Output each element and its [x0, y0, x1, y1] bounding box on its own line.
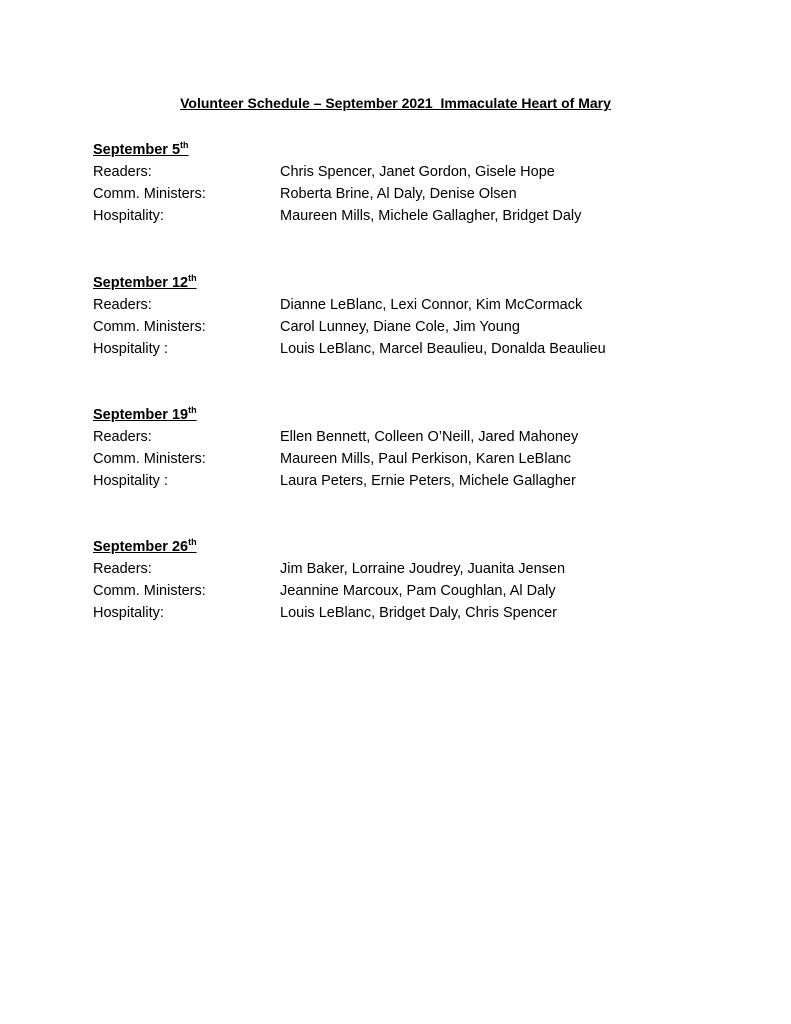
- schedule-row-hospitality: [93, 205, 733, 227]
- volunteer-names: Laura Peters, Ernie Peters, Michele Gallagher: [280, 473, 576, 489]
- schedule-section-sept-19: [93, 405, 733, 492]
- section-date: September 26: [93, 539, 189, 555]
- role-label: Comm. Ministers:: [93, 186, 206, 202]
- role-label: Hospitality:: [93, 605, 164, 621]
- role-label: Hospitality :: [93, 473, 168, 489]
- role-label: Hospitality:: [93, 208, 164, 224]
- date-suffix: th: [180, 140, 189, 150]
- role-label: Readers:: [93, 429, 152, 445]
- volunteer-names: Dianne LeBlanc, Lexi Connor, Kim McCormack: [280, 297, 583, 313]
- date-suffix: th: [188, 537, 197, 547]
- schedule-row-hospitality: [93, 602, 733, 624]
- volunteer-names: Chris Spencer, Janet Gordon, Gisele Hope: [280, 164, 555, 180]
- schedule-row-comm-ministers: [93, 316, 733, 338]
- schedule-row-readers: [93, 161, 733, 183]
- date-suffix: th: [188, 405, 197, 415]
- document-title: Volunteer Schedule – September 2021 Immaculate Heart of Mary: [180, 95, 611, 111]
- role-label: Comm. Ministers:: [93, 451, 206, 467]
- schedule-section-sept-26: [93, 537, 733, 624]
- schedule-row-readers: [93, 294, 733, 316]
- section-date-text: [93, 275, 197, 291]
- section-date-text: [93, 142, 189, 158]
- role-label: Readers:: [93, 164, 152, 180]
- schedule-section-sept-5: [93, 140, 733, 227]
- section-date-heading: [93, 140, 733, 161]
- schedule-row-comm-ministers: [93, 580, 733, 602]
- role-label: Comm. Ministers:: [93, 319, 206, 335]
- date-suffix: th: [188, 273, 197, 283]
- section-date-text: [93, 539, 197, 555]
- volunteer-names: Louis LeBlanc, Bridget Daly, Chris Spencer: [280, 605, 557, 621]
- volunteer-names: Maureen Mills, Paul Perkison, Karen LeBlanc: [280, 451, 571, 467]
- schedule-row-readers: [93, 426, 733, 448]
- section-date: September 5: [93, 142, 181, 158]
- volunteer-names: Roberta Brine, Al Daly, Denise Olsen: [280, 186, 517, 202]
- role-label: Readers:: [93, 561, 152, 577]
- volunteer-names: Louis LeBlanc, Marcel Beaulieu, Donalda Beaulieu: [280, 341, 606, 357]
- schedule-row-comm-ministers: [93, 448, 733, 470]
- volunteer-names: Ellen Bennett, Colleen O’Neill, Jared Mahoney: [280, 429, 579, 445]
- schedule-row-comm-ministers: [93, 183, 733, 205]
- schedule-row-hospitality: [93, 338, 733, 360]
- role-label: Comm. Ministers:: [93, 583, 206, 599]
- section-date-heading: [93, 405, 733, 426]
- schedule-row-hospitality: [93, 470, 733, 492]
- schedule-row-readers: [93, 558, 733, 580]
- volunteer-names: Carol Lunney, Diane Cole, Jim Young: [280, 319, 520, 335]
- section-date-heading: [93, 537, 733, 558]
- volunteer-names: Jim Baker, Lorraine Joudrey, Juanita Jensen: [280, 561, 566, 577]
- volunteer-names: Maureen Mills, Michele Gallagher, Bridget Daly: [280, 208, 582, 224]
- section-date: September 12: [93, 275, 189, 291]
- section-date-heading: [93, 273, 733, 294]
- schedule-section-sept-12: [93, 273, 733, 360]
- role-label: Readers:: [93, 297, 152, 313]
- section-date-text: [93, 407, 197, 423]
- section-date: September 19: [93, 407, 189, 423]
- volunteer-names: Jeannine Marcoux, Pam Coughlan, Al Daly: [280, 583, 556, 599]
- role-label: Hospitality :: [93, 341, 168, 357]
